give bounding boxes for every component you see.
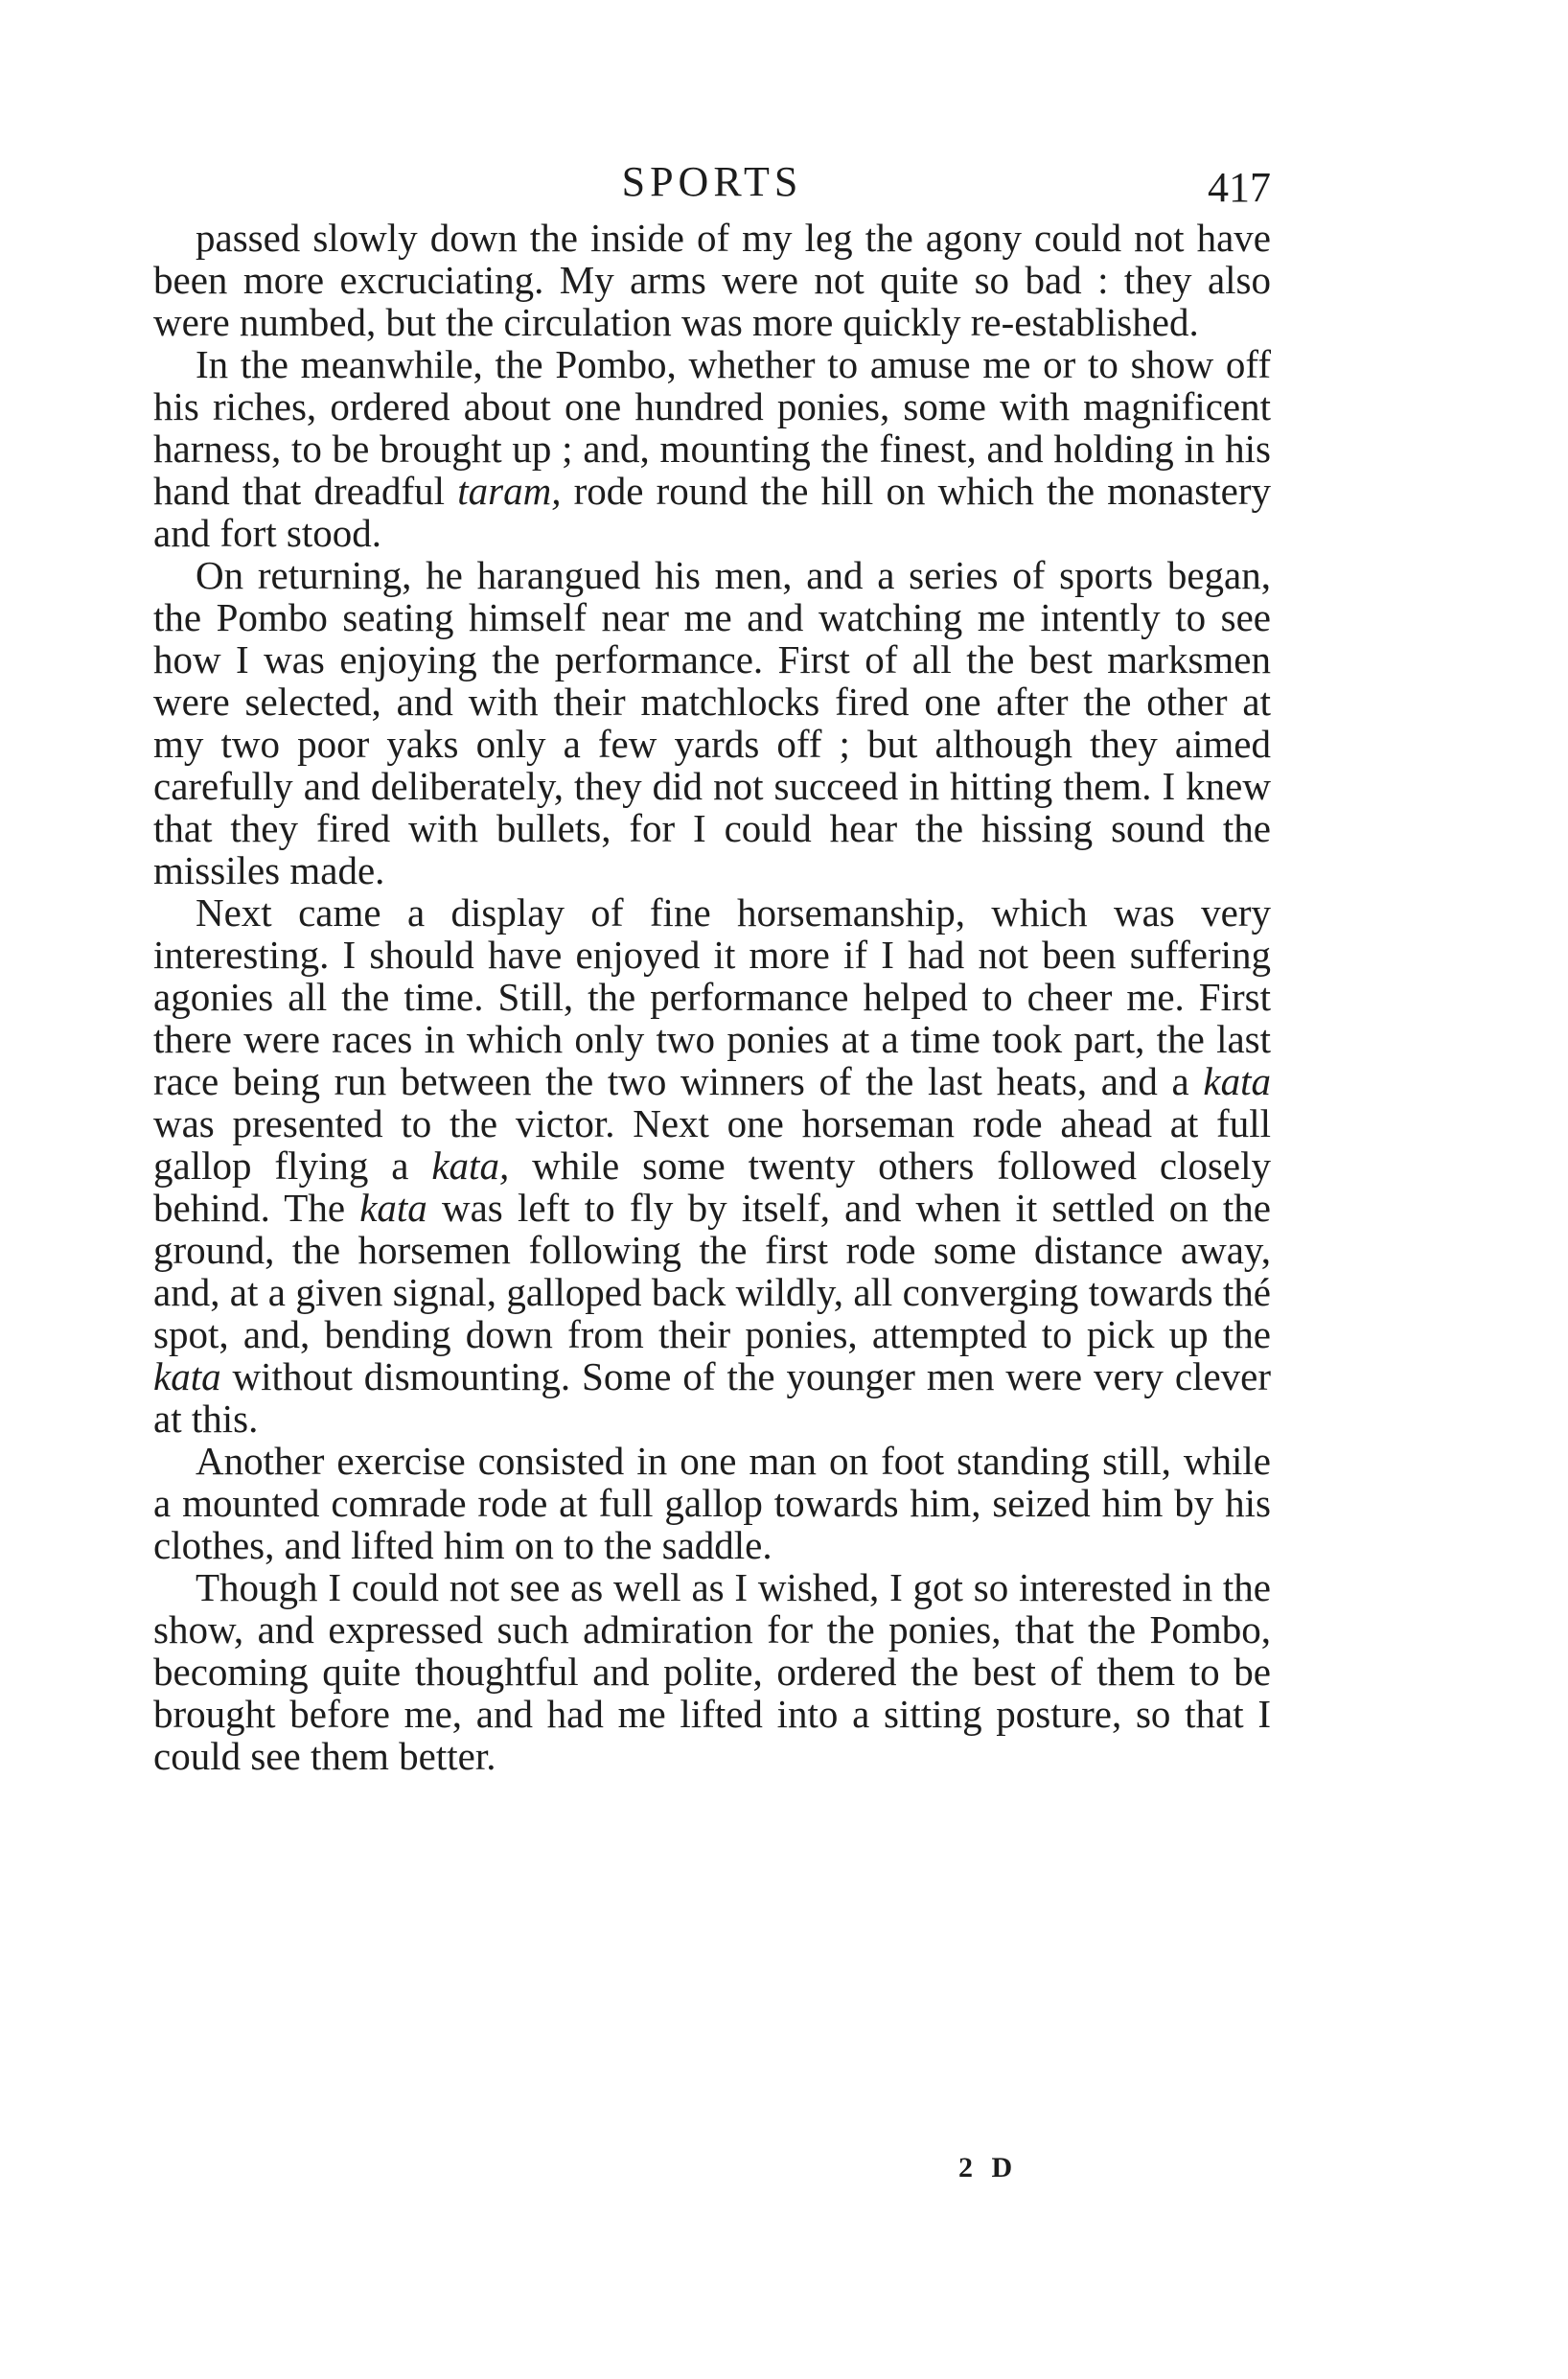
text-run: rode round the hill on which the monastery and fort stood. [153,469,1271,555]
signature-mark: 2 D [958,2152,1019,2183]
running-head [153,153,1271,217]
text-run: Next came a display of fine horsemanship, which was very interesting. I should have enjoyed it more if I had not been suffering agonies all the time. Still, the performance helped to cheer me. First there were races in which only two ponies at a time took part, the last race being run between the two winners of the last heats, and a [153,890,1271,1103]
paragraph-4 [153,891,1271,1440]
text-run: Another exercise consisted in one man on foot standing still, while a mounted comrade rode at full gallop towards him, seized him by his clothes, and lifted him on to the saddle. [153,1439,1271,1567]
text-run: was left to fly by itself, and when it settled on the ground, the horsemen following the first rode some distance away, and, at a given signal, galloped back wildly, all converging towards thé spot, and, bending down from their ponies, attempted to pick up the [153,1186,1271,1356]
text-run: without dismounting. Some of the younger men were very clever at this. [153,1354,1271,1441]
italic-text-run: kata [359,1186,427,1230]
book-page [153,153,1271,2300]
text-run: On returning, he harangued his men, and a series of sports began, the Pombo seating himself near me and watching me intently to see how I was enjoying the performance. First of all the best marksmen were selected, and with their matchlocks fired one after the other at my two poor yaks only a few yards off ; but although they aimed carefully and deliberately, they did not succeed in hitting them. I knew that they fired with bullets, for I could hear the hissing sound the missiles made. [153,553,1271,892]
body-text [153,217,1271,1777]
text-run: while some twenty others followed closely behind. The [153,1143,1271,1230]
text-run: In the meanwhile, the Pombo, whether to amuse me or to show off his riches, ordered about one hundred ponies, some with magnificent harness, to be brought up ; and, mounting the finest, and holding in his hand that dreadful [153,342,1271,513]
paragraph-3 [153,554,1271,891]
italic-text-run: kata [1203,1059,1271,1103]
running-title: SPORTS [621,158,803,205]
paragraph-6 [153,1566,1271,1777]
paragraph-5 [153,1440,1271,1566]
text-run: was presented to the victor. Next one horseman rode ahead at full gallop flying a [153,1101,1271,1188]
paragraph-1 [153,217,1271,343]
italic-text-run: taram, [457,469,562,513]
paragraph-2 [153,343,1271,554]
italic-text-run: kata [153,1354,221,1398]
italic-text-run: kata, [431,1143,510,1188]
page-number: 417 [1208,164,1271,211]
text-run: Though I could not see as well as I wished, I got so interested in the show, and expressed such admiration for the ponies, that the Pombo, becoming quite thoughtful and polite, ordered the best of them to be brought before me, and had me lifted into a sitting posture, so that I could see them better. [153,1565,1271,1778]
text-run: passed slowly down the inside of my leg the agony could not have been more excruciating. My arms were not quite so bad : they also were numbed, but the circulation was more quickly re-established. [153,216,1271,344]
